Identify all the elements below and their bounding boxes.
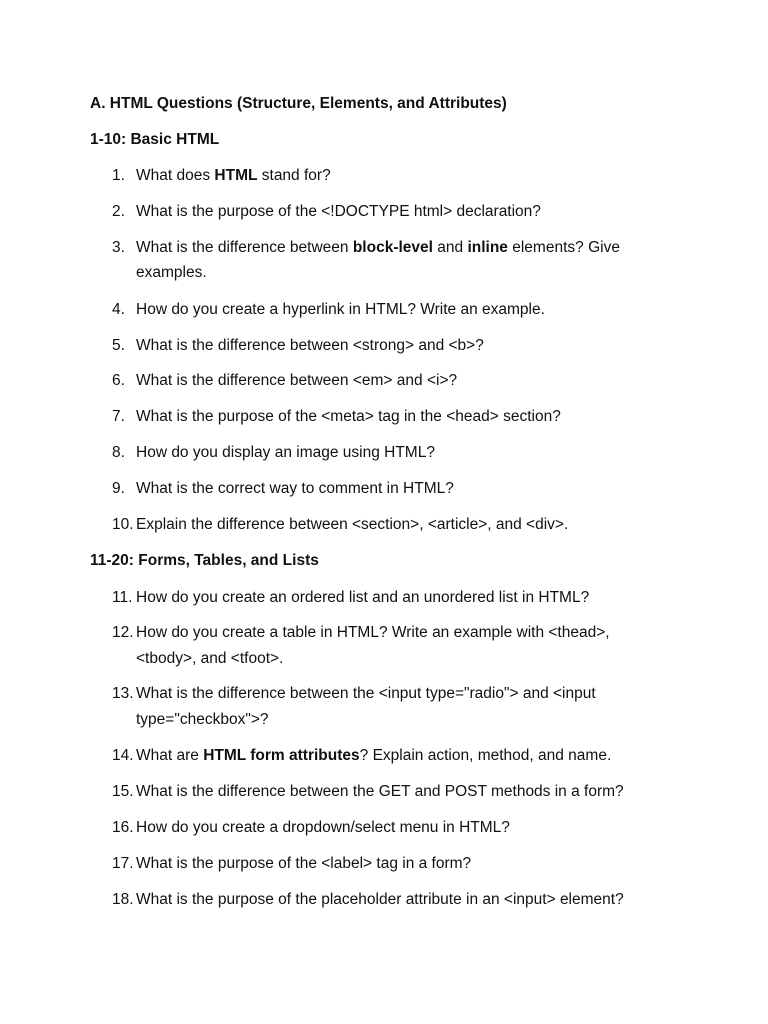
question-text: What is the difference between <em> and <i>?: [136, 372, 458, 389]
item-number: 15.: [112, 783, 134, 800]
item-number: 18.: [112, 891, 134, 908]
question-text: What is the difference between block-level and inline elements? Give: [136, 239, 620, 256]
question-text-continuation: examples.: [136, 264, 207, 281]
item-number: 10.: [112, 516, 134, 533]
section-heading-basic-html: 1-10: Basic HTML: [90, 131, 220, 148]
question-text: What is the purpose of the placeholder attribute in an <input> element?: [136, 891, 624, 908]
question-text: How do you create a table in HTML? Write an example with <thead>,: [136, 624, 610, 641]
question-text-continuation: type="checkbox">?: [136, 711, 269, 728]
item-number: 7.: [112, 408, 125, 425]
item-number: 3.: [112, 239, 125, 256]
item-number: 2.: [112, 203, 125, 220]
item-number: 11.: [112, 589, 133, 606]
question-text: What are HTML form attributes? Explain action, method, and name.: [136, 747, 612, 764]
item-number: 1.: [112, 167, 125, 184]
question-text: What is the difference between <strong> and <b>?: [136, 337, 484, 354]
item-number: 4.: [112, 301, 125, 318]
question-text: What is the difference between the <input type="radio"> and <input: [136, 685, 596, 702]
question-text: What is the purpose of the <label> tag in a form?: [136, 855, 472, 872]
question-text: How do you create an ordered list and an unordered list in HTML?: [136, 589, 590, 606]
question-text: What is the purpose of the <!DOCTYPE html> declaration?: [136, 203, 541, 220]
item-number: 12.: [112, 624, 134, 641]
item-number: 14.: [112, 747, 134, 764]
question-text: What does HTML stand for?: [136, 167, 331, 184]
question-text: Explain the difference between <section>, <article>, and <div>.: [136, 516, 569, 533]
question-text: What is the correct way to comment in HTML?: [136, 480, 454, 497]
item-number: 17.: [112, 855, 134, 872]
question-text: How do you display an image using HTML?: [136, 444, 435, 461]
question-text: How do you create a dropdown/select menu in HTML?: [136, 819, 510, 836]
item-number: 9.: [112, 480, 125, 497]
question-text: How do you create a hyperlink in HTML? Write an example.: [136, 301, 545, 318]
question-text: What is the difference between the GET and POST methods in a form?: [136, 783, 624, 800]
item-number: 6.: [112, 372, 125, 389]
question-text: What is the purpose of the <meta> tag in the <head> section?: [136, 408, 561, 425]
item-number: 8.: [112, 444, 125, 461]
question-text-continuation: <tbody>, and <tfoot>.: [136, 650, 284, 667]
item-number: 5.: [112, 337, 125, 354]
section-heading-forms-tables-lists: 11-20: Forms, Tables, and Lists: [90, 552, 319, 569]
item-number: 13.: [112, 685, 134, 702]
item-number: 16.: [112, 819, 134, 836]
document-title: A. HTML Questions (Structure, Elements, and Attributes): [90, 95, 507, 112]
